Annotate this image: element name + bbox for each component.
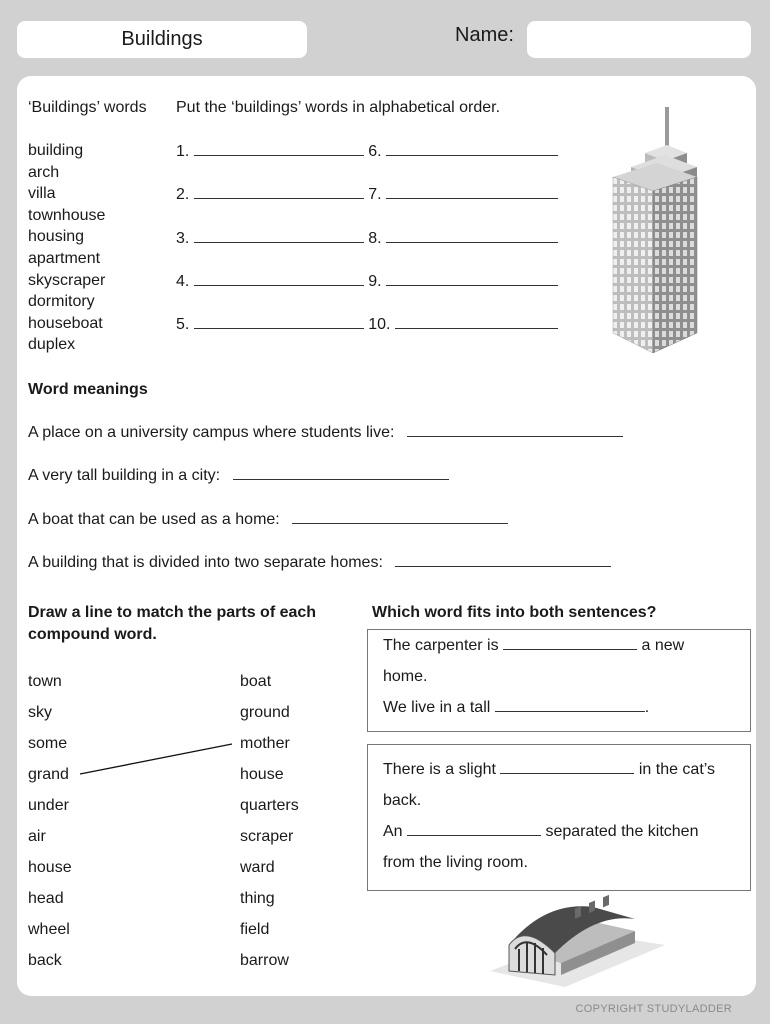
compound-heading: Draw a line to match the parts of each xyxy=(28,604,317,621)
word-list xyxy=(28,140,105,356)
order-row xyxy=(176,228,558,250)
sentence: The carpenter is a new xyxy=(383,637,685,654)
meaning-text: A place on a university campus where students live: xyxy=(28,424,395,441)
blank-line[interactable] xyxy=(500,759,634,774)
answer-line[interactable] xyxy=(194,184,364,199)
order-row xyxy=(176,184,558,206)
compound-heading-cont: compound word. xyxy=(28,626,157,643)
compound-left-word: air xyxy=(28,828,46,845)
compound-right-word: house xyxy=(240,766,284,783)
blank-line[interactable] xyxy=(503,635,637,650)
list-item: apartment xyxy=(28,249,101,267)
words-heading: ‘Buildings’ words xyxy=(28,99,147,116)
meanings-heading: Word meanings xyxy=(28,381,148,398)
order-number: 3. xyxy=(176,230,190,247)
order-row xyxy=(176,141,558,163)
compound-right-word: ward xyxy=(240,859,275,876)
order-row xyxy=(176,314,558,336)
alphabetical-instruction: Put the ‘buildings’ words in alphabetical order. xyxy=(176,99,501,116)
sentence-cont: back. xyxy=(383,792,422,809)
copyright-text: COPYRIGHT STUDYLADDER xyxy=(575,1003,732,1015)
compound-right-word: ground xyxy=(240,704,290,721)
answer-line[interactable] xyxy=(194,314,364,329)
list-item: duplex xyxy=(28,336,76,354)
list-item: arch xyxy=(28,163,60,181)
compound-right-word: scraper xyxy=(240,828,294,845)
compound-right-word: mother xyxy=(240,735,290,752)
compound-left-word: town xyxy=(28,673,62,690)
order-number: 7. xyxy=(368,186,382,203)
blank-line[interactable] xyxy=(495,697,645,712)
compound-left-word: sky xyxy=(28,704,52,721)
list-item: housing xyxy=(28,228,85,246)
answer-line[interactable] xyxy=(194,141,364,156)
answer-line[interactable] xyxy=(386,228,558,243)
list-item: skyscraper xyxy=(28,271,106,289)
sentence-box xyxy=(367,629,751,732)
page-title: Buildings xyxy=(17,21,307,58)
meaning-text: A boat that can be used as a home: xyxy=(28,511,280,528)
answer-line[interactable] xyxy=(386,141,558,156)
compound-left-word: wheel xyxy=(28,921,70,938)
list-item: villa xyxy=(28,185,56,203)
answer-line[interactable] xyxy=(395,314,558,329)
answer-line[interactable] xyxy=(233,465,449,480)
sentence-cont: home. xyxy=(383,668,428,685)
arched-building-illustration xyxy=(485,893,670,993)
meaning-row xyxy=(28,509,508,531)
meaning-row xyxy=(28,422,623,444)
answer-line[interactable] xyxy=(407,422,623,437)
sentence-box xyxy=(367,744,751,891)
order-number: 6. xyxy=(368,143,382,160)
compound-left-word: house xyxy=(28,859,72,876)
meaning-row xyxy=(28,552,611,574)
list-item: townhouse xyxy=(28,206,106,224)
fits-heading: Which word fits into both sentences? xyxy=(372,604,657,621)
skyscraper-illustration xyxy=(605,105,700,355)
compound-right-word: barrow xyxy=(240,952,289,969)
order-number: 1. xyxy=(176,143,190,160)
list-item: dormitory xyxy=(28,293,95,311)
compound-left-word: head xyxy=(28,890,64,907)
order-number: 8. xyxy=(368,230,382,247)
answer-line[interactable] xyxy=(194,271,364,286)
answer-line[interactable] xyxy=(194,228,364,243)
answer-line[interactable] xyxy=(395,552,611,567)
meaning-text: A building that is divided into two separate homes: xyxy=(28,554,383,571)
compound-right-word: boat xyxy=(240,673,272,690)
sentence: We live in a tall . xyxy=(383,699,650,716)
list-item: houseboat xyxy=(28,314,103,332)
compound-right-word: quarters xyxy=(240,797,299,814)
order-number: 10. xyxy=(368,316,391,333)
compound-left-word: back xyxy=(28,952,62,969)
sentence: There is a slight in the cat’s xyxy=(383,761,716,778)
name-field[interactable] xyxy=(527,21,751,58)
name-label: Name: xyxy=(455,24,514,46)
order-number: 5. xyxy=(176,316,190,333)
order-number: 4. xyxy=(176,273,190,290)
answer-line[interactable] xyxy=(386,184,558,199)
answer-line[interactable] xyxy=(386,271,558,286)
compound-left-word: grand xyxy=(28,766,69,783)
order-number: 2. xyxy=(176,186,190,203)
compound-left-word: under xyxy=(28,797,69,814)
answer-line[interactable] xyxy=(292,509,508,524)
compound-right-word: field xyxy=(240,921,270,938)
order-row xyxy=(176,271,558,293)
compound-right-word: thing xyxy=(240,890,275,907)
blank-line[interactable] xyxy=(407,821,541,836)
sentence-cont: from the living room. xyxy=(383,854,528,871)
meaning-text: A very tall building in a city: xyxy=(28,467,221,484)
sentence: An separated the kitchen xyxy=(383,823,699,840)
list-item: building xyxy=(28,142,84,159)
meaning-row xyxy=(28,465,449,487)
order-number: 9. xyxy=(368,273,382,290)
compound-left-word: some xyxy=(28,735,68,752)
